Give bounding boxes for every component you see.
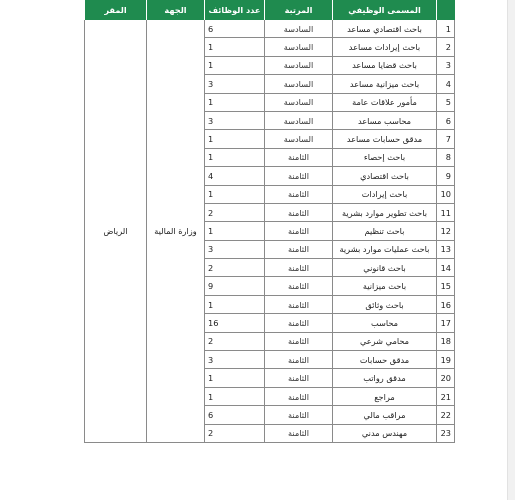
job-title-cell: باحث تنظيم [333, 222, 437, 240]
job-title-cell: باحث إيرادات [333, 185, 437, 203]
job-count-cell: 9 [205, 277, 265, 295]
rank-cell: السادسة [265, 111, 333, 129]
job-count-cell: 1 [205, 38, 265, 56]
rank-cell: السادسة [265, 93, 333, 111]
job-title-cell: باحث قانوني [333, 259, 437, 277]
job-title-cell: باحث قضايا مساعد [333, 56, 437, 74]
rank-cell: الثامنة [265, 185, 333, 203]
job-title-cell: باحث عمليات موارد بشرية [333, 240, 437, 258]
rank-cell: الثامنة [265, 314, 333, 332]
job-title-cell: باحث إيرادات مساعد [333, 38, 437, 56]
rank-cell: الثامنة [265, 332, 333, 350]
row-number: 20 [437, 369, 455, 387]
header-count: عدد الوظائف [205, 0, 265, 20]
job-title-cell: مدقق حسابات [333, 351, 437, 369]
job-count-cell: 3 [205, 75, 265, 93]
job-title-cell: باحث تطوير موارد بشرية [333, 203, 437, 221]
row-number: 16 [437, 295, 455, 313]
row-number: 18 [437, 332, 455, 350]
rank-cell: الثامنة [265, 351, 333, 369]
rank-cell: الثامنة [265, 222, 333, 240]
rank-cell: السادسة [265, 75, 333, 93]
table-header-row [85, 0, 455, 20]
row-number: 2 [437, 38, 455, 56]
job-title-cell: مراقب مالي [333, 406, 437, 424]
job-title-cell: باحث اقتصادي مساعد [333, 20, 437, 38]
job-count-cell: 3 [205, 351, 265, 369]
job-title-cell: مهندس مدني [333, 424, 437, 442]
table-row [85, 20, 455, 38]
row-number: 3 [437, 56, 455, 74]
rank-cell: الثامنة [265, 203, 333, 221]
job-count-cell: 1 [205, 387, 265, 405]
row-number: 12 [437, 222, 455, 240]
row-number: 13 [437, 240, 455, 258]
rank-cell: الثامنة [265, 424, 333, 442]
row-number: 11 [437, 203, 455, 221]
rank-cell: الثامنة [265, 167, 333, 185]
job-count-cell: 1 [205, 295, 265, 313]
job-title-cell: مراجع [333, 387, 437, 405]
job-count-cell: 1 [205, 222, 265, 240]
job-title-cell: باحث اقتصادي [333, 167, 437, 185]
job-title-cell: محامي شرعي [333, 332, 437, 350]
rank-cell: السادسة [265, 56, 333, 74]
header-number [437, 0, 455, 20]
rank-cell: الثامنة [265, 240, 333, 258]
job-count-cell: 2 [205, 332, 265, 350]
row-number: 22 [437, 406, 455, 424]
rank-cell: الثامنة [265, 406, 333, 424]
rank-cell: السادسة [265, 20, 333, 38]
job-count-cell: 1 [205, 130, 265, 148]
rank-cell: الثامنة [265, 369, 333, 387]
rank-cell: الثامنة [265, 295, 333, 313]
job-count-cell: 1 [205, 369, 265, 387]
rank-cell: الثامنة [265, 387, 333, 405]
rank-cell: الثامنة [265, 148, 333, 166]
job-count-cell: 16 [205, 314, 265, 332]
header-job-title: المسمى الوظيفي [333, 0, 437, 20]
department-cell: وزارة المالية [147, 20, 205, 442]
job-title-cell: باحث إحصاء [333, 148, 437, 166]
job-count-cell: 1 [205, 185, 265, 203]
job-count-cell: 6 [205, 20, 265, 38]
job-title-cell: باحث ميزانية مساعد [333, 75, 437, 93]
row-number: 9 [437, 167, 455, 185]
page-edge [507, 0, 515, 500]
job-count-cell: 3 [205, 111, 265, 129]
job-count-cell: 4 [205, 167, 265, 185]
row-number: 1 [437, 20, 455, 38]
row-number: 23 [437, 424, 455, 442]
row-number: 19 [437, 351, 455, 369]
job-title-cell: باحث وثائق [333, 295, 437, 313]
row-number: 10 [437, 185, 455, 203]
job-title-cell: باحث ميزانية [333, 277, 437, 295]
header-headquarters: المقر [85, 0, 147, 20]
job-count-cell: 2 [205, 203, 265, 221]
rank-cell: السادسة [265, 130, 333, 148]
job-count-cell: 1 [205, 148, 265, 166]
job-count-cell: 1 [205, 93, 265, 111]
row-number: 8 [437, 148, 455, 166]
job-title-cell: مدقق رواتب [333, 369, 437, 387]
job-title-cell: محاسب [333, 314, 437, 332]
job-count-cell: 2 [205, 259, 265, 277]
row-number: 4 [437, 75, 455, 93]
header-rank: المرتبة [265, 0, 333, 20]
rank-cell: الثامنة [265, 277, 333, 295]
job-count-cell: 1 [205, 56, 265, 74]
row-number: 14 [437, 259, 455, 277]
row-number: 21 [437, 387, 455, 405]
job-title-cell: مأمور علاقات عامة [333, 93, 437, 111]
job-title-cell: مدقق حسابات مساعد [333, 130, 437, 148]
job-count-cell: 2 [205, 424, 265, 442]
table-body [85, 20, 455, 442]
job-count-cell: 6 [205, 406, 265, 424]
row-number: 6 [437, 111, 455, 129]
rank-cell: السادسة [265, 38, 333, 56]
job-title-cell: محاسب مساعد [333, 111, 437, 129]
rank-cell: الثامنة [265, 259, 333, 277]
header-department: الجهة [147, 0, 205, 20]
row-number: 17 [437, 314, 455, 332]
row-number: 7 [437, 130, 455, 148]
jobs-table [84, 0, 455, 443]
headquarters-cell: الرياض [85, 20, 147, 442]
job-count-cell: 3 [205, 240, 265, 258]
row-number: 15 [437, 277, 455, 295]
row-number: 5 [437, 93, 455, 111]
